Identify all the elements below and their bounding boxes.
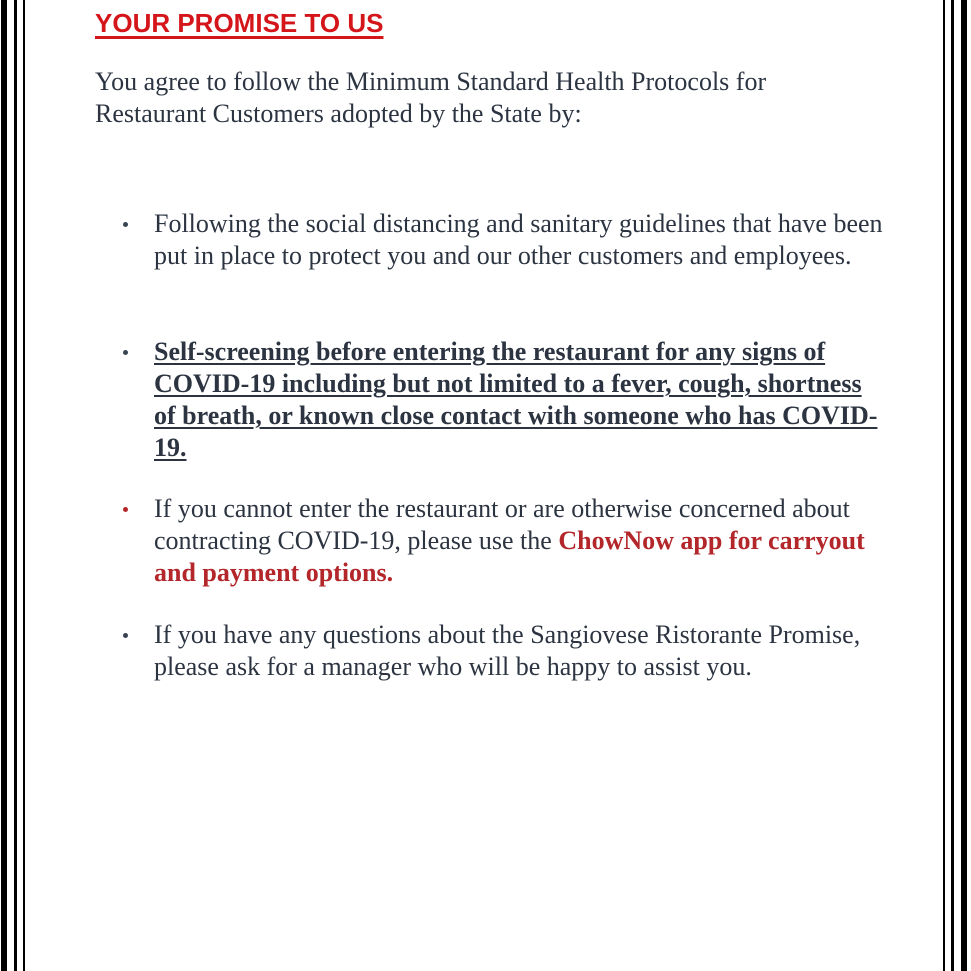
left-border-outer <box>1 0 7 971</box>
left-border-inner <box>14 0 17 971</box>
right-border-inner <box>951 0 954 971</box>
bullet-dot-icon <box>123 507 128 512</box>
list-item-text: Self-screening before entering the restaurant for any signs of COVID-19 including but not limited to a fever, cough, shortness of breath, or known close contact with someone who has COVID-19. <box>154 337 878 462</box>
bullet-dot-icon <box>123 633 128 638</box>
list-item-text <box>154 493 884 589</box>
page-title: YOUR PROMISE TO US <box>95 8 384 38</box>
bullet-dot-icon <box>123 350 128 355</box>
right-border-thin <box>943 0 945 971</box>
list-item-text-plain: If you cannot enter the restaurant or are otherwise concerned about contracting COVID-19, please use the <box>154 494 850 555</box>
chownow-emphasis: ChowNow app for carryout and payment options. <box>154 526 865 587</box>
list-item-text: Following the social distancing and sanitary guidelines that have been put in place to protect you and our other customers and employees. <box>154 209 883 270</box>
right-border-outer <box>961 0 967 971</box>
intro-paragraph: You agree to follow the Minimum Standard Health Protocols for Restaurant Customers adopted by the State by: <box>95 67 767 128</box>
list-item-text: If you have any questions about the Sangiovese Ristorante Promise, please ask for a manager who will be happy to assist you. <box>154 620 861 681</box>
left-border-thin <box>23 0 25 971</box>
bullet-dot-icon <box>123 222 128 227</box>
